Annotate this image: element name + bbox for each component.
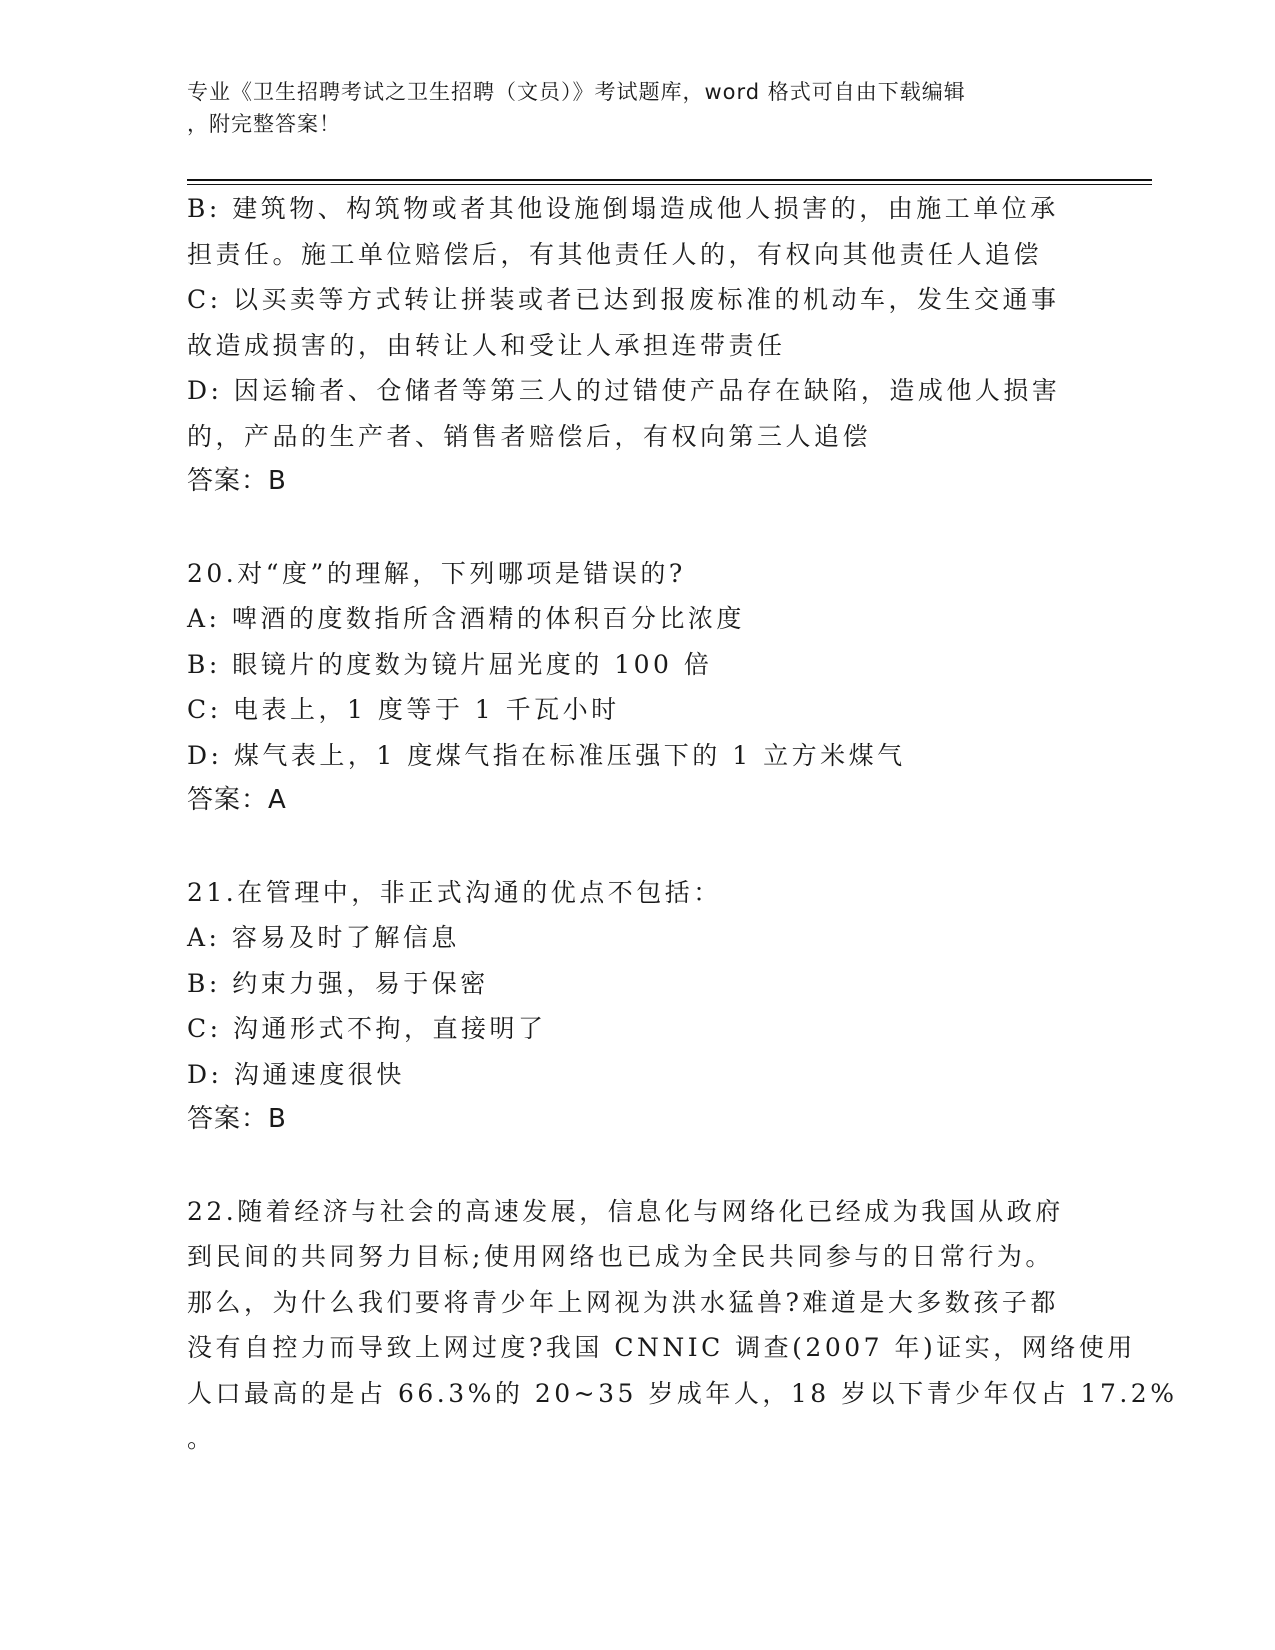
q21-option-b: B: 约束力强，易于保密 — [187, 968, 489, 998]
q21-option-d: D: 沟通速度很快 — [187, 1059, 405, 1089]
q22-text-line-2: 到民间的共同努力目标;使用网络也已成为全民共同参与的日常行为。 — [187, 1242, 1054, 1271]
q22-text-line-6: 。 — [187, 1424, 216, 1453]
question-21 — [187, 870, 1117, 1143]
q19-option-b-line-1: B: 建筑物、构筑物或者其他设施倒塌造成他人损害的，由施工单位承 — [187, 194, 1059, 223]
question-19 — [187, 186, 1117, 505]
q21-answer: 答案：B — [187, 1104, 287, 1134]
question-22 — [187, 1189, 1178, 1462]
header-divider-thin — [187, 184, 1152, 185]
q19-option-c-line-2: 故造成损害的，由转让人和受让人承担连带责任 — [187, 330, 786, 360]
spacer — [187, 1143, 1117, 1189]
q20-option-a: A: 啤酒的度数指所含酒精的体积百分比浓度 — [187, 604, 745, 633]
q21-question-text: 21.在管理中，非正式沟通的优点不包括： — [187, 877, 722, 907]
q19-option-d-line-2: 的，产品的生产者、销售者赔偿后，有权向第三人追偿 — [187, 421, 872, 451]
q20-question-text: 20.对“度”的理解，下列哪项是错误的? — [187, 558, 686, 588]
page-header — [187, 76, 1087, 140]
q19-option-d-line-1: D: 因运输者、仓储者等第三人的过错使产品存在缺陷，造成他人损害 — [187, 376, 1061, 405]
header-title-line-1: 专业《卫生招聘考试之卫生招聘（文员）》考试题库，word 格式可自由下载编辑 — [187, 80, 966, 104]
q20-option-c: C: 电表上，1 度等于 1 千瓦小时 — [187, 695, 620, 724]
q22-text-line-4: 没有自控力而导致上网过度?我国 CNNIC 调查(2007 年)证实，网络使用 — [187, 1333, 1136, 1362]
document-body — [187, 186, 1178, 1462]
q22-text-line-3: 那么，为什么我们要将青少年上网视为洪水猛兽?难道是大多数孩子都 — [187, 1287, 1059, 1317]
question-20 — [187, 551, 1117, 824]
header-title-line-2: ，附完整答案！ — [187, 112, 341, 136]
q19-option-b-line-2: 担责任。施工单位赔偿后，有其他责任人的，有权向其他责任人追偿 — [187, 239, 1043, 269]
header-divider-thick — [187, 179, 1152, 181]
q22-text-line-1: 22.随着经济与社会的高速发展，信息化与网络化已经成为我国从政府 — [187, 1196, 1064, 1226]
q21-option-c: C: 沟通形式不拘，直接明了 — [187, 1014, 547, 1043]
q21-option-a: A: 容易及时了解信息 — [187, 923, 460, 952]
q19-option-c-line-1: C: 以买卖等方式转让拼装或者已达到报废标准的机动车，发生交通事 — [187, 285, 1060, 314]
q20-answer: 答案：A — [187, 785, 287, 815]
q20-option-b: B: 眼镜片的度数为镜片屈光度的 100 倍 — [187, 649, 713, 679]
q20-option-d: D: 煤气表上，1 度煤气指在标准压强下的 1 立方米煤气 — [187, 740, 906, 770]
spacer — [187, 824, 1117, 870]
spacer — [187, 505, 1117, 551]
q22-text-line-5: 人口最高的是占 66.3%的 20~35 岁成年人，18 岁以下青少年仅占 17.2% — [187, 1378, 1178, 1408]
q19-answer: 答案：B — [187, 466, 287, 496]
